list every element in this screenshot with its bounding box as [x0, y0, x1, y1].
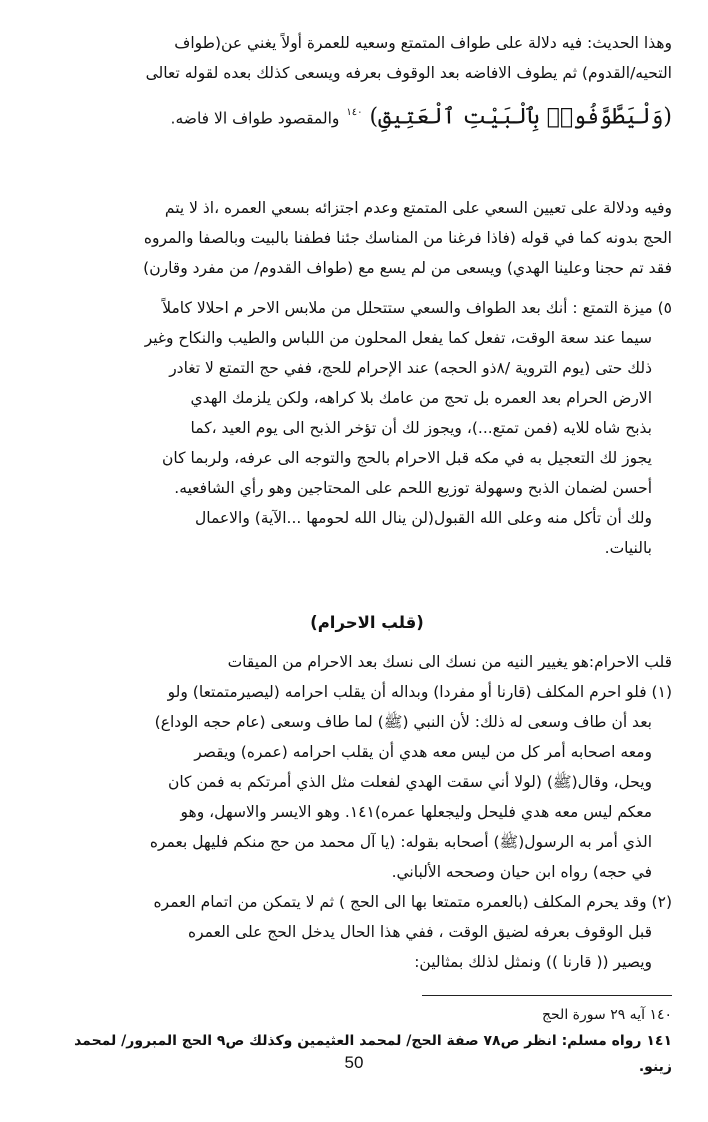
footnote-ref-140: ١٤٠ — [346, 107, 363, 118]
text-line: وفيه ودلالة على تعيين السعي على المتمتع وعدم اجتزائه بسعي العمره ،اذ لا يتم — [164, 199, 672, 218]
text-line: الارض الحرام بعد العمره بل تحج من عامك بلا كراهه، ولكن يلزمك الهدي — [190, 389, 652, 408]
text-line: بعد أن طاف وسعى له ذلك: لأن النبي (ﷺ) لما طاف وسعى (عام حجه الوداع) — [154, 713, 652, 732]
text-line: ويصير (( قارنا )) ونمثل لذلك بمثالين: — [414, 953, 652, 972]
text-line: التحيه/القدوم) ثم يطوف الافاضه بعد الوقوف بعرفه ويسعى كذلك بعده لقوله تعالى — [145, 64, 672, 82]
text-line: يجوز لك التعجيل به في مكه قبل الاحرام بالحج والتوجه الى عرفه، ولربما كان — [162, 449, 652, 468]
text-line: معكم ليس معه هدي فليحل وليجعلها عمره)١٤١. وهو الايسر والاسهل، وهو — [180, 803, 652, 822]
text-line: ذلك حتى (يوم التروية /٨ذو الحجه) عند الإحرام للحج، ففي حج التمتع لا تغادر — [169, 359, 652, 378]
section-heading: (قلب الاحرام) — [310, 613, 424, 633]
footnote-divider — [422, 995, 672, 996]
footnote-141: ١٤١ رواه مسلم: انظر ص٧٨ صفة الحج/ لمحمد العثيمين وكذلك ص٩ الحج المبرور/ لمحمد — [74, 1033, 672, 1050]
text-line: قبل الوقوف بعرفه لضيق الوقت ، ففي هذا الحال يدخل الحج على العمره — [187, 923, 652, 942]
paragraph-hadith-commentary — [62, 28, 672, 88]
quran-verse: (وَلْيَطَّوَّفُوا۟ بِٱلْبَيْتِ ٱلْعَتِيقِ) — [369, 104, 672, 130]
text-line: (١) فلو احرم المكلف (قارنا أو مفردا) وبداله أن يقلب احرامه (ليصيرمتمتعا) ولو — [167, 683, 672, 702]
text-line: (٢) وقد يحرم المكلف (بالعمره متمتعا بها الى الحج ) ثم لا يتمكن من اتمام العمره — [153, 893, 672, 912]
paragraph-tamattu-advantage — [62, 293, 672, 563]
text-line: قلب الاحرام:هو يغيير النيه من نسك الى نسك بعد الاحرام من الميقات — [227, 653, 672, 672]
text-line: بالنيات. — [604, 539, 652, 558]
text-line: ويحل، وقال(ﷺ) (لولا أني سقت الهدي لفعلت مثل الذي أمرتكم به فمن كان — [167, 773, 652, 792]
text-line: ومعه اصحابه أمر كل من ليس معه هدي أن يقلب احرامه (عمره) ويقصر — [194, 743, 652, 762]
page-number: 50 — [344, 1053, 364, 1072]
text-line: سيما عند سعة الوقت، تفعل كما يفعل المحلون من اللباس والطيب والنكاح وغير — [144, 329, 652, 348]
footnote-140: ١٤٠ آيه ٢٩ سورة الحج — [541, 1007, 672, 1024]
quran-verse-line — [62, 88, 672, 143]
text-line: وهذا الحديث: فيه دلالة على طواف المتمتع وسعيه للعمرة أولاً يغني عن(طواف — [174, 34, 672, 52]
text-line: أحسن لضمان الذبح وسهولة توزيع اللحم على المحتاجين وهو رأي الشافعيه. — [174, 479, 652, 498]
document-page — [62, 28, 672, 1108]
paragraph-sai-evidence — [62, 193, 672, 283]
text-line: في حجه) رواه ابن حيان وصححه الألباني. — [391, 863, 652, 882]
text-line: الذي أمر به الرسول(ﷺ) أصحابه بقوله: (يا آل محمد من حج منكم فليهل بعمره — [149, 833, 652, 852]
text-line: فقد تم حجنا وعلينا الهدي) ويسعى من لم يسع مع (طواف القدوم/ من مفرد وقارن) — [143, 259, 672, 278]
text-line: الحج بدونه كما في قوله (فاذا فرغنا من المناسك جئنا فطفنا بالبيت وبالصفا والمروه — [143, 229, 672, 248]
verse-explanation: والمقصود طواف الا فاضه. — [170, 109, 340, 128]
text-line: بذبح شاه للايه (فمن تمتع...)، ويجوز لك أن تؤخر الذبح الى يوم العيد ،كما — [190, 419, 652, 438]
text-line: ولك أن تأكل منه وعلى الله القبول(لن ينال الله لحومها ...الآية) والاعمال — [194, 509, 652, 528]
paragraph-qalb-al-ihram — [62, 647, 672, 977]
text-line: ٥) ميزة التمتع : أنك بعد الطواف والسعي ستتحلل من ملابس الاحر م احلالا كاملاً — [162, 299, 672, 318]
footnote-141-continued: زينو. — [638, 1059, 672, 1076]
